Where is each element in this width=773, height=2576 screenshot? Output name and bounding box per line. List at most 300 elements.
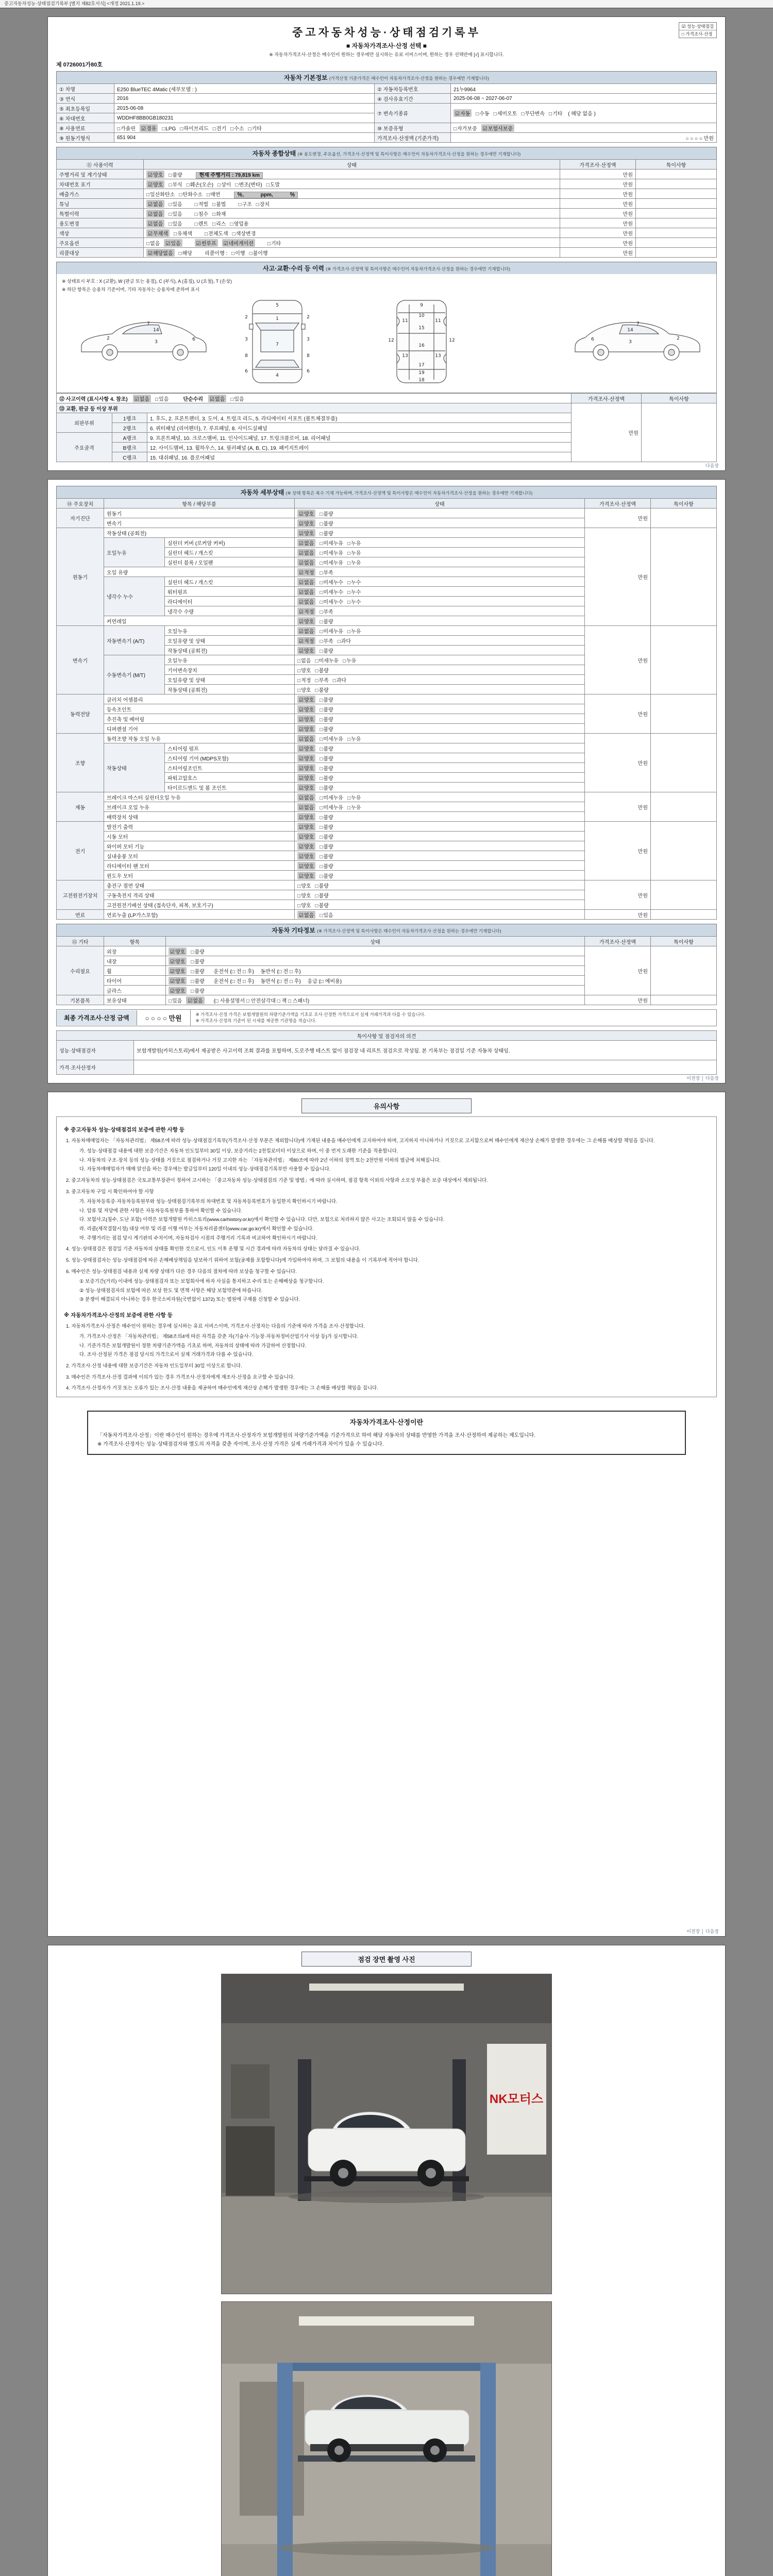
remark-cell[interactable] [651,995,717,1005]
checkbox-icon: ☑ [299,873,304,879]
checkbox-option[interactable]: □유채색 [173,231,192,237]
device-row [57,509,717,518]
checkbox-icon: □ [332,677,336,684]
price-cell[interactable]: 만원 [585,910,651,920]
overall-row-label: 차대번호 표기 [57,179,144,189]
remark-cell[interactable] [651,822,717,880]
checkbox-option[interactable]: □이행 [231,250,245,257]
diagram-part-number: 10 [418,313,425,318]
checkbox-icon: □ [320,873,323,879]
checkbox-option[interactable]: ☑자동 [453,109,472,117]
item-state [166,966,585,976]
checkbox-option[interactable]: □불량 [320,834,333,840]
checkbox-option[interactable]: □미세누유 [315,658,339,664]
checkbox-option[interactable]: □기타 [267,241,281,247]
remark-cell[interactable] [651,734,717,792]
checkbox-option[interactable]: □불량 [169,172,182,178]
checkbox-option[interactable]: ☑양호 [297,510,315,517]
price-cell[interactable]: 만원 [585,946,651,995]
diagram-part-number: 4 [276,373,279,378]
checkbox-icon: ☑ [299,531,304,537]
option-group [146,239,187,247]
checkbox-option[interactable]: ☑없음 [297,627,315,635]
remark-cell[interactable] [636,209,717,218]
price-cell[interactable]: 만원 [585,694,651,734]
item-state [295,626,585,636]
opinion-text-2[interactable] [134,1060,717,1075]
checkbox-icon: □ [194,201,198,208]
checkbox-option[interactable]: □불량 [320,619,333,625]
remark-cell[interactable] [651,528,717,626]
checkbox-icon: □ [320,629,323,635]
checkbox-option[interactable]: □양호 [297,903,311,909]
checkbox-option[interactable]: ☑양호 [169,987,187,994]
checkbox-option[interactable]: ☑없음 [297,539,315,547]
notice-sub-item: 라. 리콜(제작결함시정) 대상 여부 및 리콜 이행 여부는 자동차리콜센터(www.car.go.kr)에서 확인할 수 있습니다. [79,1226,314,1232]
checkbox-icon: □ [320,521,323,527]
checkbox-option[interactable]: □불량 [320,511,333,517]
checkbox-option[interactable]: ☑양호 [297,842,315,850]
checkbox-option[interactable]: ☑양호 [297,519,315,527]
checkbox-option[interactable]: □침수 [194,211,209,217]
price-cell[interactable]: 만원 [560,170,636,179]
checkbox-option[interactable]: □불량 [191,959,205,965]
remark-cell[interactable] [651,509,717,528]
checkbox-option[interactable]: ☑없음 [297,588,315,596]
rank-parts: 6. 쿼터패널 (리어펜더), 7. 루프패널, 8. 사이드실패널 [147,423,572,433]
remark-cell[interactable] [636,218,717,228]
price-cell[interactable]: 만원 [585,880,651,910]
etc-table [56,936,717,1005]
checkbox-option[interactable]: ☑경유 [140,124,158,132]
checkbox-option[interactable]: □미세누유 [320,550,343,556]
notice-sub-item: 가. 성능·상태점검 내용에 대한 보증기간은 자동차 인도일부터 30일 이상, 보증거리는 2천킬로미터 이상으로 하며, 이 중 먼저 도래한 기준을 적용합니다. [79,1148,398,1154]
price-cell[interactable]: 만원 [560,209,636,218]
checkbox-option[interactable]: ☑썬루프 [195,239,218,247]
checkbox-option[interactable]: □불량 [320,756,333,762]
price-cell[interactable]: 만원 [585,509,651,528]
checkbox-option[interactable]: □부족 [315,677,329,684]
page-nav-3[interactable]: 이전장 │ 다음장 [686,1929,719,1934]
checkbox-icon: □ [315,903,318,909]
checkbox-option[interactable]: □불량 [191,949,205,955]
price-cell[interactable]: 만원 [572,403,642,462]
checkbox-option[interactable]: ☑양호 [297,823,315,831]
reg-no-value: 21누9964 [451,84,717,94]
checkbox-option[interactable]: ☑네비게이션 [222,239,255,247]
checkbox-option[interactable]: □있음 [230,396,244,402]
checkbox-icon: ☑ [299,912,304,919]
checkbox-option[interactable]: □전기 [212,126,227,132]
checkbox-option[interactable]: □하이브리드 [180,126,209,132]
checkbox-option[interactable]: □불량 [191,969,205,975]
checkbox-option[interactable]: □있음 [155,396,169,402]
item-state [166,976,585,986]
checkbox-option[interactable]: □누유 [347,560,361,566]
checkbox-option[interactable]: □적정 [297,677,311,684]
checkbox-option[interactable]: □불량 [315,903,329,909]
checkbox-option[interactable]: □불량 [320,697,333,703]
checkbox-option[interactable]: □수동 [476,111,490,117]
device-row [57,694,717,704]
checkbox-option[interactable]: □있음 [169,221,182,227]
checkbox-icon: ☑ [299,697,304,703]
checkbox-option[interactable]: ☑없음 [208,395,226,402]
checkbox-option[interactable]: □불량 [320,815,333,821]
checkbox-option[interactable]: □LPG [162,126,176,132]
checkbox-option[interactable]: □불량 [320,854,333,860]
remark-cell[interactable] [636,228,717,238]
item-name: 스티어링 기어 (MDPS포함) [165,753,295,763]
section-basic-title: 자동차 기본정보 (가격산정 기준가격은 매수인이 자동차가격조사·산정을 원하는 경우에만 기재합니다) [56,71,717,83]
checkbox-option[interactable]: □불량 [191,978,205,985]
overall-row [57,228,717,238]
notice-item: 5. 성능·상태점검자는 성능·상태점검에 따른 손해배상책임을 담보하기 위하여 보험(공제를 포함합니다)에 가입하여야 하며, 그 보험의 내용을 이 기록부에 적어야 합니다. [66,1257,419,1263]
checkbox-option[interactable]: □화재 [212,211,226,217]
item-name: 동력조향 작동 오일 누유 [104,734,295,743]
checkbox-icon: □ [169,998,172,1004]
checkbox-option[interactable]: ☑적정 [297,568,315,576]
item-name: 실린더 커버 (로커암 커버) [165,538,295,548]
checkbox-option[interactable]: □없음 [146,241,160,247]
checkbox-option[interactable]: □기타 [248,126,262,132]
base-price-label: 가격조사·산정액 (기준가격) [375,133,451,143]
checkbox-option[interactable]: ☑양호 [297,696,315,703]
checkbox-option[interactable]: □누유 [347,629,361,635]
checkbox-option[interactable]: ☑없음 [297,911,315,919]
checkbox-option[interactable]: ☑양호 [169,977,187,985]
item-state [295,822,585,832]
item-state [295,528,585,538]
checkbox-option[interactable]: □부족 [320,638,333,645]
checkbox-option[interactable]: □색상변경 [232,231,256,237]
checkbox-option[interactable]: □누유 [347,805,361,811]
checkbox-option[interactable]: □부식 [169,182,182,188]
remark-cell[interactable] [636,238,717,248]
checkbox-option[interactable]: □매연 [207,192,221,198]
item-name: 냉각수 수량 [165,606,295,616]
item-state [295,548,585,557]
checkbox-option[interactable]: ☑양호 [297,813,315,821]
checkbox-icon: □ [212,201,216,208]
checkbox-option[interactable]: □불량 [320,844,333,850]
item-name: 기어변속장치 [165,665,295,675]
checkbox-icon: □ [266,182,270,188]
price-cell[interactable]: 만원 [560,189,636,199]
section-detail-note: (※ 상태 항목은 복수 기재 가능하며, 가격조사·산정액 및 특이사항은 매수인이 자동차가격조사·산정을 원하는 경우에만 기재합니다) [285,490,533,496]
checkbox-option[interactable]: ☑양호 [169,947,187,955]
overall-row-label: 주요옵션 [57,238,144,248]
checkbox-option[interactable]: □불량 [320,824,333,831]
checkbox-option[interactable]: ☑있음 [164,239,182,247]
checkbox-option[interactable]: ☑양호 [297,529,315,537]
checkbox-icon: ☑ [210,396,214,402]
option-group [146,219,187,227]
item-state [295,646,585,655]
checkbox-option[interactable]: □과다 [337,638,351,645]
price-cell[interactable]: 만원 [560,238,636,248]
checkbox-option[interactable]: □있음 [169,211,182,217]
remark-cell[interactable] [642,403,717,462]
checkbox-option[interactable]: □누유 [347,540,361,547]
checkbox-option[interactable]: □미세누수 [320,589,343,596]
checkbox-icon: □ [194,211,198,217]
remark-cell[interactable] [636,189,717,199]
item-state [295,567,585,577]
remark-cell[interactable] [651,910,717,920]
checkbox-option[interactable]: □불량 [320,766,333,772]
remark-cell[interactable] [636,248,717,258]
checkbox-option[interactable]: □양호 [297,668,311,674]
price-cell[interactable]: 만원 [560,218,636,228]
checkbox-option[interactable]: □불이행 [249,250,268,257]
checkbox-option[interactable]: ☑양호 [297,872,315,879]
checkbox-option[interactable]: □훼손(오손) [186,182,214,188]
device-row [57,995,717,1005]
remark-cell[interactable] [651,694,717,734]
price-cell[interactable]: 만원 [585,626,651,694]
checkbox-option[interactable]: ☑양호 [297,725,315,733]
checkbox-option[interactable]: □누수 [347,599,361,605]
checkbox-option[interactable]: ☑없음 [297,558,315,566]
checkbox-option[interactable]: ☑양호 [169,967,187,975]
checkbox-option[interactable]: □도말 [266,182,280,188]
checkbox-option[interactable]: □미세누유 [320,540,343,547]
checkbox-option[interactable]: ☑없음 [297,793,315,801]
checkbox-option[interactable]: □미세누수 [320,580,343,586]
checkbox-option[interactable]: ☑양호 [297,754,315,762]
checkbox-icon: ☑ [299,775,304,782]
checkbox-option[interactable]: □양호 [297,687,311,693]
checkbox-option[interactable]: □해당 [178,250,192,257]
price-cell[interactable]: 만원 [585,995,651,1005]
checkbox-option[interactable]: □불량 [320,521,333,527]
checkbox-option[interactable]: □불량 [315,893,329,899]
checkbox-option[interactable]: □양호 [297,893,311,899]
checkbox-option[interactable]: □자가보증 [453,126,477,132]
item-state [166,986,585,995]
checkbox-option[interactable]: □부족 [320,609,333,615]
device-row [57,528,717,538]
checkbox-option[interactable]: □기타 [549,111,563,117]
section-overall-note: (※ 용도변경, 주요옵션, 가격조사·산정액 및 특이사항은 매수인이 자동차가격조사·산정을 원하는 경우에만 기재합니다) [297,151,521,157]
checkbox-icon: ☑ [148,201,153,208]
checkbox-option[interactable]: ☑양호 [297,784,315,791]
checkbox-option[interactable]: ☑없음 [297,598,315,605]
checkbox-option[interactable]: □불량 [315,687,329,693]
checkbox-option[interactable]: □탄화수소 [179,192,203,198]
page-nav-1[interactable]: 다음장 [705,463,719,468]
checkbox-option[interactable]: □불량 [320,707,333,713]
checkbox-option[interactable]: ☑적정 [297,637,315,645]
price-cell[interactable]: 만원 [585,792,651,822]
option-group [195,219,253,227]
checkbox-option[interactable]: □불량 [320,746,333,752]
checkbox-option[interactable]: ☑양호 [297,862,315,870]
checkbox-option[interactable]: □있음 [169,201,182,208]
checkbox-icon: □ [191,949,194,955]
price-cell[interactable]: 만원 [560,228,636,238]
checkbox-option[interactable]: □렌트 [194,221,209,227]
checkbox-option[interactable]: □있음 [169,998,182,1004]
checkbox-option[interactable]: □가솔린 [117,126,136,132]
checkbox-option[interactable]: □누유 [347,736,361,742]
checkbox-option[interactable]: ☑보험사보증 [481,124,514,132]
opinion-text-1[interactable]: 보험개발원(카히스토리)에서 제공받은 사고이력 조회 결과를 포함하며, 도로주행 테스트 없이 점검장 내 리프트 점검으로 작성됨. 본 기록부는 점검일 기준 자동차 상태임. [134,1041,717,1060]
checkbox-option[interactable]: ☑양호 [297,647,315,654]
checkbox-option[interactable]: □장치 [256,201,270,208]
checkbox-option[interactable]: ☑무채색 [146,229,170,237]
item-name: 휠 [104,966,166,976]
remark-cell[interactable] [636,179,717,189]
checkbox-option[interactable]: ☑양호 [146,180,164,188]
checkbox-option[interactable]: ☑없음 [297,803,315,811]
remark-cell[interactable] [651,880,717,910]
checkbox-option[interactable]: □없음 [297,658,311,664]
checkbox-icon: □ [249,250,253,257]
checkbox-option[interactable]: ☑없음 [133,395,151,402]
checkbox-option[interactable]: □과다 [332,677,347,684]
checkbox-option[interactable]: ☑양호 [297,744,315,752]
remark-cell[interactable] [651,946,717,995]
price-cell[interactable]: 만원 [585,528,651,626]
checkbox-option[interactable]: □불량 [315,668,329,674]
checkbox-option[interactable]: □불량 [320,648,333,654]
checkbox-option[interactable]: □영업용 [230,221,249,227]
remark-cell[interactable] [636,170,717,179]
checkbox-option[interactable]: □상이 [217,182,231,188]
checkbox-icon: ☑ [299,795,304,801]
checkbox-option[interactable]: □누수 [347,580,361,586]
checkbox-icon: □ [256,201,259,208]
checkbox-option[interactable]: ☑없음 [297,549,315,556]
checkbox-option[interactable]: □변조(변타) [235,182,262,188]
checkbox-icon: ☑ [482,126,488,132]
checkbox-option[interactable]: □불량 [320,717,333,723]
option-group [146,229,196,237]
checkbox-option[interactable]: ☑없음 [186,996,204,1004]
checkbox-icon: ☑ [299,629,304,635]
price-cell[interactable]: 만원 [560,248,636,258]
checkbox-option[interactable]: ☑적정 [297,607,315,615]
checkbox-option[interactable]: □불법 [212,201,226,208]
checkbox-option[interactable]: □불량 [315,883,329,889]
checkbox-icon: ☑ [299,707,304,713]
diagram-part-number: 12 [449,338,455,343]
item-state [295,734,585,743]
item-state [295,557,585,567]
checkbox-option[interactable]: ☑양호 [297,852,315,860]
page-nav-2[interactable]: 이전장 │ 다음장 [686,1076,719,1081]
diagram-part-number: 2 [307,315,310,320]
checkbox-option[interactable]: □무단변속 [521,111,545,117]
checkbox-option[interactable]: ☑없음 [146,219,164,227]
remark-cell[interactable] [651,626,717,694]
diagram-part-number: 6 [307,369,310,374]
checkbox-option[interactable]: ☑해당없음 [146,249,175,257]
checkbox-option[interactable]: ☑양호 [297,705,315,713]
notice-sub-item: 마. 주행거리는 점검 당시 계기판의 수치이며, 자동차검사 시점의 주행거리 기록과 비교하여 확인하시기 바랍니다. [79,1235,317,1241]
price-cell[interactable]: 만원 [560,199,636,209]
select-row-performance[interactable]: ☑ 성능·상태점검 [679,23,716,30]
checkbox-option[interactable]: □있음 [320,912,333,919]
checkbox-option[interactable]: □불량 [191,988,205,994]
checkbox-option[interactable]: ☑양호 [297,715,315,723]
checkbox-option[interactable]: □양호 [297,883,311,889]
checkbox-option[interactable]: ☑양호 [169,957,187,965]
checkbox-option[interactable]: □미세누유 [320,795,343,801]
checkbox-option[interactable]: □부족 [320,570,333,576]
checkbox-option[interactable]: □누유 [347,550,361,556]
checkbox-icon: □ [347,629,351,635]
checkbox-option[interactable]: □미세누유 [320,805,343,811]
checkbox-option[interactable]: □불량 [320,873,333,879]
checkbox-icon: □ [169,172,172,178]
form-reference-bar [0,0,773,8]
checkbox-option[interactable]: □세미오토 [493,111,517,117]
checkbox-option[interactable]: □일산화탄소 [146,192,175,198]
col-etc: 특이사항 [651,937,717,946]
checkbox-option[interactable]: □리스 [212,221,226,227]
checkbox-option[interactable]: ☑없음 [146,210,164,217]
checkbox-option[interactable]: □수소 [230,126,244,132]
checkbox-option[interactable]: □미세누유 [320,736,343,742]
checkbox-option[interactable]: □불량 [320,531,333,537]
col-etc: 특이사항 [651,499,717,509]
definition-box-text: 「자동차가격조사·산정」이란 매수인이 원하는 경우에 가격조사·산정자가 보험개발원의 차량기준가액을 기준가격으로 하여 해당 자동차의 상태를 반영한 가격을 조사·산정하여 제공하는 제도입니다. [97,1432,536,1438]
first-reg-label: ⑤ 최초등록일 [57,104,114,113]
select-row-price[interactable]: □ 가격조사·산정 [681,31,713,37]
checkbox-option[interactable]: ☑양호 [297,774,315,782]
checkbox-option[interactable]: ☑없음 [297,578,315,586]
price-cell[interactable]: 만원 [585,822,651,880]
diagram-part-number: 8 [245,353,248,359]
checkbox-option[interactable]: □누유 [347,795,361,801]
checkbox-option[interactable]: □불량 [320,785,333,791]
checkbox-option[interactable]: □구조 [238,201,252,208]
checkbox-option[interactable]: ☑없음 [146,200,164,208]
checkbox-icon: ☑ [299,599,304,605]
price-cell[interactable]: 만원 [560,179,636,189]
rank-label: A랭크 [112,433,147,443]
checkbox-option[interactable]: ☑양호 [297,617,315,625]
overall-row-label: 튜닝 [57,199,144,209]
checkbox-option[interactable]: □불량 [320,775,333,782]
checkbox-option[interactable]: □불량 [320,863,333,870]
checkbox-option[interactable]: □불량 [320,726,333,733]
checkbox-option[interactable]: ☑없음 [297,735,315,742]
checkbox-option[interactable]: □미세누유 [320,629,343,635]
remark-cell[interactable] [651,792,717,822]
checkbox-option[interactable]: □누유 [343,658,357,664]
checkbox-option[interactable]: ☑양호 [297,833,315,840]
checkbox-icon: ☑ [299,766,304,772]
item-name: 오일 유량 [104,567,295,577]
checkbox-icon: □ [320,795,323,801]
checkbox-option[interactable]: □적법 [194,201,209,208]
checkbox-option[interactable]: □누수 [347,589,361,596]
price-cell[interactable]: 만원 [585,734,651,792]
checkbox-option[interactable]: □미세누수 [320,599,343,605]
checkbox-option[interactable]: ☑양호 [297,764,315,772]
checkbox-option[interactable]: ☑양호 [146,171,164,178]
remark-cell[interactable] [636,199,717,209]
item-name: 클러치 어셈블리 [104,694,295,704]
checkbox-option[interactable]: □미세누유 [320,560,343,566]
exchange-label: ⑬ 교환, 판금 등 이상 부위 [57,403,572,413]
checkbox-option[interactable]: □전체도색 [204,231,228,237]
notice-item: 2. 가격조사·산정 내용에 대한 보증기간은 자동차 인도일부터 30일 이상으로 합니다. [66,1363,242,1369]
